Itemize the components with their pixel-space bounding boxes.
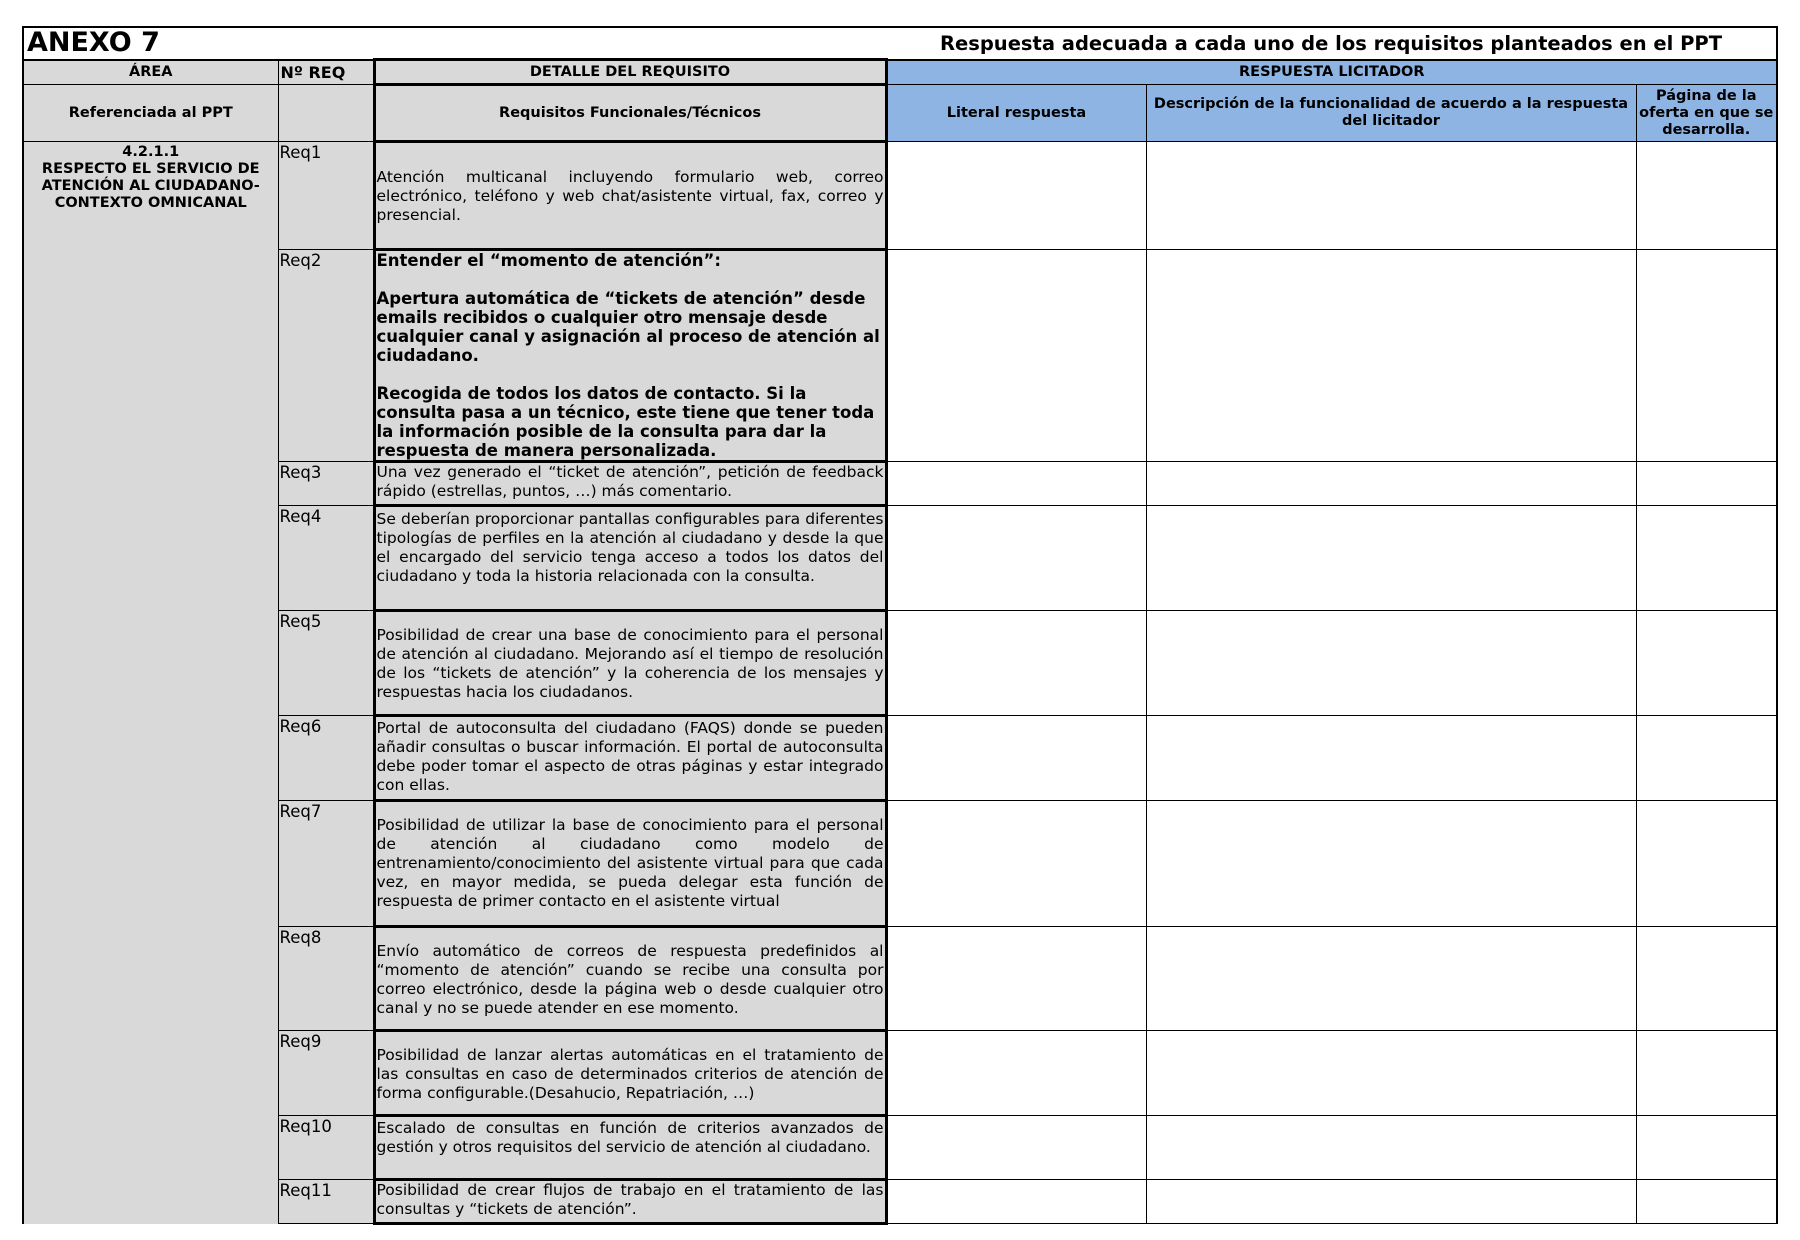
area-code: 4.2.1.1 <box>122 144 180 160</box>
req-detail: Posibilidad de utilizar la base de conocimiento para el personal de atención al ciudadano como modelo de entrenamiento/conocimiento del asistente virtual para que cada vez, en mayor medida, se pueda delegar esta función de respuesta de primer contacto en el asistente virtual <box>374 801 886 927</box>
req-id: Req5 <box>278 611 374 716</box>
page-cell[interactable] <box>1636 801 1777 927</box>
req-id: Req6 <box>278 716 374 801</box>
req-detail: Posibilidad de crear flujos de trabajo en el tratamiento de las consultas y “tickets de atención”. <box>374 1180 886 1224</box>
area-subheader: Referenciada al PPT <box>23 85 278 142</box>
literal-response-cell[interactable] <box>886 250 1146 462</box>
req-detail-heading: Entender el “momento de atención”: <box>376 251 721 270</box>
description-cell[interactable] <box>1146 506 1636 611</box>
req-no-header: Nº REQ <box>278 60 374 85</box>
req-detail: Envío automático de correos de respuesta predefinidos al “momento de atención” cuando se recibe una consulta por correo electrónico, desde la página web o desde cualquier otro canal y no se puede atender en ese momento. <box>374 927 886 1031</box>
literal-response-cell[interactable] <box>886 716 1146 801</box>
req-id: Req1 <box>278 142 374 250</box>
area-header: ÁREA <box>23 60 278 85</box>
description-cell[interactable] <box>1146 250 1636 462</box>
req-detail: Se deberían proporcionar pantallas configurables para diferentes tipologías de perfiles en la atención al ciudadano y desde la que el encargado del servicio tenga acceso a todos los datos del ciudadano y toda la historia relacionada con la consulta. <box>374 506 886 611</box>
description-header: Descripción de la funcionalidad de acuerdo a la respuesta del licitador <box>1146 85 1636 142</box>
description-cell[interactable] <box>1146 1180 1636 1224</box>
literal-header: Literal respuesta <box>886 85 1146 142</box>
description-cell[interactable] <box>1146 611 1636 716</box>
req-id: Req10 <box>278 1116 374 1180</box>
literal-response-cell[interactable] <box>886 506 1146 611</box>
literal-response-cell[interactable] <box>886 801 1146 927</box>
req-detail: Portal de autoconsulta del ciudadano (FAQS) donde se pueden añadir consultas o buscar información. El portal de autoconsulta debe poder tomar el aspecto de otras páginas y estar integrado con ellas. <box>374 716 886 801</box>
page-cell[interactable] <box>1636 1116 1777 1180</box>
page-cell[interactable] <box>1636 1180 1777 1224</box>
page-cell[interactable] <box>1636 142 1777 250</box>
req-detail: Atención multicanal incluyendo formulario web, correo electrónico, teléfono y web chat/asistente virtual, fax, correo y presencial. <box>374 142 886 250</box>
page-cell[interactable] <box>1636 716 1777 801</box>
page-cell[interactable] <box>1636 927 1777 1031</box>
req-detail: Una vez generado el “ticket de atención”, petición de feedback rápido (estrellas, puntos, …) más comentario. <box>374 462 886 506</box>
page-cell[interactable] <box>1636 250 1777 462</box>
page-cell[interactable] <box>1636 462 1777 506</box>
req-detail: Posibilidad de crear una base de conocimiento para el personal de atención al ciudadano. Mejorando así el tiempo de resolución de los “tickets de atención” y la coherencia de los mensajes y respuestas hacia los ciudadanos. <box>374 611 886 716</box>
page-cell[interactable] <box>1636 506 1777 611</box>
literal-response-cell[interactable] <box>886 462 1146 506</box>
description-cell[interactable] <box>1146 462 1636 506</box>
annex-label: ANEXO 7 <box>27 27 160 58</box>
req-detail <box>374 250 886 462</box>
req-id: Req8 <box>278 927 374 1031</box>
requirements-table <box>22 26 1778 1225</box>
req-detail: Posibilidad de lanzar alertas automáticas en el tratamiento de las consultas en caso de determinados criterios de atención de forma configurable.(Desahucio, Repatriación, …) <box>374 1031 886 1116</box>
req-id: Req4 <box>278 506 374 611</box>
response-group-header: RESPUESTA LICITADOR <box>886 60 1777 85</box>
description-cell[interactable] <box>1146 801 1636 927</box>
description-cell[interactable] <box>1146 1116 1636 1180</box>
literal-response-cell[interactable] <box>886 927 1146 1031</box>
description-cell[interactable] <box>1146 142 1636 250</box>
req-detail-paragraph: Recogida de todos los datos de contacto. Si la consulta pasa a un técnico, este tiene que tener toda la información posible de la consulta para dar la respuesta de manera personalizada. <box>376 384 875 460</box>
description-cell[interactable] <box>1146 1031 1636 1116</box>
page-cell[interactable] <box>1636 1031 1777 1116</box>
req-no-subheader <box>278 85 374 142</box>
sheet-title: Respuesta adecuada a cada uno de los requisitos planteados en el PPT <box>886 27 1777 60</box>
area-name: RESPECTO EL SERVICIO DE ATENCIÓN AL CIUDADANO- CONTEXTO OMNICANAL <box>41 161 260 211</box>
literal-response-cell[interactable] <box>886 1031 1146 1116</box>
annex-sheet <box>22 26 1776 1225</box>
req-detail-paragraph: Apertura automática de “tickets de atención” desde emails recibidos o cualquier otro mensaje desde cualquier canal y asignación al proceso de atención al ciudadano. <box>376 289 880 365</box>
req-id: Req7 <box>278 801 374 927</box>
detail-header: DETALLE DEL REQUISITO <box>374 60 886 85</box>
literal-response-cell[interactable] <box>886 611 1146 716</box>
page-cell[interactable] <box>1636 611 1777 716</box>
description-cell[interactable] <box>1146 716 1636 801</box>
page-header: Página de la oferta en que se desarrolla. <box>1636 85 1777 142</box>
literal-response-cell[interactable] <box>886 1116 1146 1180</box>
req-id: Req9 <box>278 1031 374 1116</box>
detail-subheader: Requisitos Funcionales/Técnicos <box>374 85 886 142</box>
description-cell[interactable] <box>1146 927 1636 1031</box>
literal-response-cell[interactable] <box>886 142 1146 250</box>
req-detail: Escalado de consultas en función de criterios avanzados de gestión y otros requisitos del servicio de atención al ciudadano. <box>374 1116 886 1180</box>
req-id: Req11 <box>278 1180 374 1224</box>
req-id: Req2 <box>278 250 374 462</box>
req-id: Req3 <box>278 462 374 506</box>
area-cell <box>23 142 278 1224</box>
literal-response-cell[interactable] <box>886 1180 1146 1224</box>
annex-label-cell <box>23 27 886 60</box>
